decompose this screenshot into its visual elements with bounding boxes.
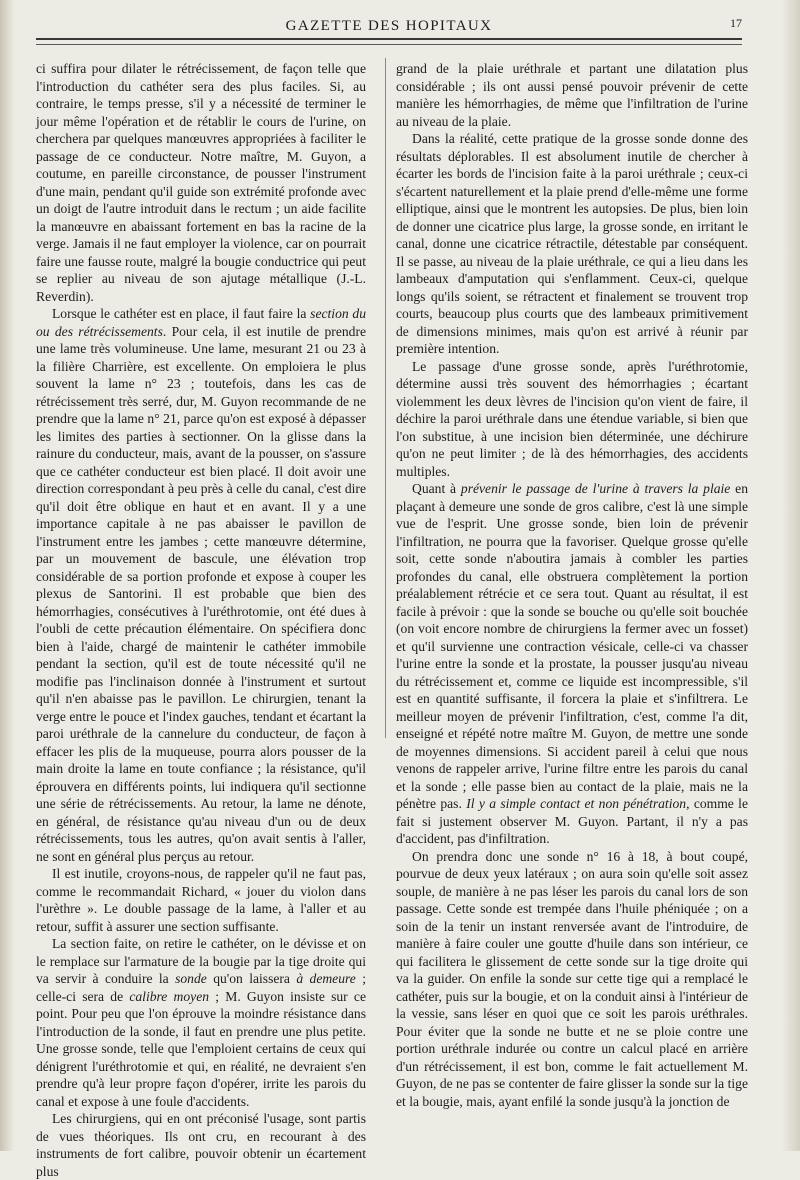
text-run: ; celle-ci sera de (36, 971, 367, 1004)
paragraph (396, 60, 748, 130)
text-run: . Pour cela, il est inutile de prendre une lame très volumineuse. Une lame, mesurant 21 ou 23 à la filière Charrière, est excellente. On emploiera le plus souvent la lame n° 23 ; toutefois, dans les cas de rétrécissement très serré, dur, M. Guyon recommande de ne prendre que la lame n° 21, parce qu'on est exposé à dépasser les limites des parties à sectionner. On la glisse dans la rainure du conducteur, mais, avant de la pousser, on s'assure que ce cathéter conducteur est bien placé. Il doit avoir une direction correspondant à peu près à celle du canal, c'est dire qu'il doit être oblique en haut et en avant. Il y a une importance capitale à ne pas abaisser le pavillon de l'instrument entre les jambes ; cette manœuvre détermine, par un mouvement de bascule, une élévation trop considérable de sa portion profonde et expose à couper les plexus de Santorini. Il est probable que bien des hémorrhagies, consécutives à l'uréthrotomie, ont été dues à l'oubli de cette précaution élémentaire. On spécifiera donc bien à l'aide, chargé de maintenir le cathéter immobile pendant la section, qu'il est de toute nécessité qu'il ne modifie pas l'inclinaison donnée à l'instrument et surtout qu'il n'en abaisse pas le pavillon. Le chirurgien, tenant la verge entre le pouce et l'index gauches, tendant et écartant la paroi uréthrale de la cannelure du conducteur, de façon à effacer les plis de la muqueuse, pourra alors pousser de la main droite la lame en toute confiance ; la résistance, qu'il éprouvera en différents points, lui indiquera qu'il sectionne une série de rétrécissements. Au retour, la lame ne dénote, en général, de résistance qu'au niveau d'un ou de deux rétrécissements, tous les autres, qu'on avait sentis à l'aller, ne sont en général plus perçus au retour. (36, 323, 367, 864)
page-header (36, 14, 742, 38)
italic-run: à demeure (296, 971, 356, 986)
page-edge-shadow-right (782, 0, 800, 1151)
text-run: Dans la réalité, cette pratique de la grosse sonde donne des résultats déplorables. Il est absolument inutile de chercher à écarter les bords de l'incision faite à la paroi uréthrale ; ceux-ci s'écartent naturellement et la plaie prend d'elle-même une forme elliptique, ainsi que le montrent les autopsies. De plus, bien loin de donner une cicatrice plus large, la grosse sonde, en irritant le canal, donne une cicatrice rétractile, détestable par conséquent. Il se passe, au niveau de la plaie uréthrale, ce qui a lieu dans les lambeaux d'amputation qui s'enflamment. Ceux-ci, quelque longs qu'ils soient, se rétractent et finalement se trouvent trop courts, beaucoup plus courts que des lambeaux primitivement de dimensions minimes, mais qu'on est arrivé à réunir par première intention. (396, 131, 748, 356)
paragraph (396, 358, 748, 481)
italic-run: prévenir le passage de l'urine à travers la plaie (460, 481, 731, 496)
header-rule-thin (36, 44, 742, 45)
text-run: en plaçant à demeure une sonde de gros calibre, c'est là une simple vue de l'esprit. Une grosse sonde, bien loin de prévenir l'infiltration, ne pourra que la favoriser. Quelque grosse qu'elle soit, cette sonde n'aboutira jamais à combler les parties profondes du canal, elle obstruera complètement la portion préalablement rétrécie et ce sera tout. Quant au résultat, il est facile à prévoir : que la sonde se bouche ou qu'elle soit bouchée (on voit encore nombre de chirurgiens la fermer avec un fosset) et qu'il survienne une contraction vésicale, celle-ci va chasser l'urine entre la sonde et la prostate, la pousser jusqu'au niveau du rétrécissement et, comme ce liquide est incompressible, s'il est en quantité suffisante, il forcera la plaie et s'infiltrera. Le meilleur moyen de prévenir l'infiltration, c'est, comme l'a dit, enseigné et répété notre maître M. Guyon, de mettre une sonde de moyennes dimensions. Si accident pareil à celui que nous venons de rappeler arrive, l'urine filtre entre les parois du canal et la sonde ; elle passe bien au contact de la plaie, mais ne la pénètre pas. (396, 481, 748, 811)
text-run: qu'on laissera (206, 971, 297, 986)
text-run: On prendra donc une sonde n° 16 à 18, à bout coupé, pourvue de deux yeux latéraux ; on aura soin qu'elle soit assez souple, de manière à ne pas léser les parois du canal lors de son passage. Cette sonde est trempée dans l'huile phéniquée ; on a soin de la tenir un instant renversée avant de l'introduire, de manière à faire couler une goutte d'huile dans son intérieur, ce qui facilitera le glissement de cette sonde sur la tige droite qui va la guider. On enfile la sonde sur cette tige qui a remplacé le cathéter, puis sur la bougie, et on la conduit ainsi à l'intérieur de la vessie, sans léser en quoi que ce soit les parois uréthrales. Pour éviter que la sonde ne butte et ne se ploie contre une portion uréthrale indurée ou contre un calcul placé en arrière d'un rétrécissement, il est bon, comme le fait actuellement M. Guyon, de ne pas se contenter de faire glisser la sonde sur la tige et la bougie, mais, ayant enfilé la sonde jusqu'à la jonction de (396, 848, 748, 1109)
right-column (396, 60, 748, 1110)
paragraph (36, 305, 366, 865)
text-run: ci suffira pour dilater le rétrécissement, de façon telle que l'introduction du cathéter sera des plus faciles. Si, au contraire, le temps presse, s'il y a nécessité de terminer le jour même l'opération et de rétablir le cours de l'urine, on cherchera par quelques manœuvres appropriées à faciliter le passage de ce conducteur. Notre maître, M. Guyon, a coutume, en pareille circonstance, de pousser l'instrument d'une main, pendant qu'il guide son extrémité profonde avec un doigt de l'autre introduit dans le rectum ; un aide facilite la manœuvre en abaissant fortement en bas la racine de la verge. Jamais il ne faut employer la violence, car on pourrait faire une fausse route, malgré la bougie conductrice qui peut se replier au niveau de son ajutage métallique (J.-L. Reverdin). (36, 61, 366, 304)
paragraph (36, 865, 366, 935)
text-run: Lorsque le cathéter est en place, il faut faire la (52, 306, 311, 321)
paragraph (36, 935, 366, 1110)
text-run: Quant à (412, 481, 461, 496)
text-run: Le passage d'une grosse sonde, après l'uréthrotomie, détermine aussi très souvent des hémorrhagies ; écartant violemment les deux lèvres de l'incision qu'on vient de faire, il déchire la paroi uréthrale dans une étendue variable, si bien que l'on substitue, à une incision bien déterminée, une déchirure qu'on ne peut limiter ; de là des hémorrhagies, des accidents multiples. (396, 358, 748, 479)
italic-run: calibre moyen (129, 988, 210, 1004)
text-run: Les chirurgiens, qui en ont préconisé l'usage, sont partis de vues théoriques. Ils ont cru, en recourant à des instruments de fort calibre, pouvoir obtenir un écartement plus (36, 1111, 366, 1179)
paragraph (36, 60, 366, 305)
running-title: GAZETTE DES HOPITAUX (285, 18, 493, 34)
paragraph (396, 130, 748, 358)
italic-run: section du ou des rétrécissements (36, 306, 366, 339)
italic-run: sonde (175, 971, 207, 986)
text-run: ; M. Guyon insiste sur ce point. Pour peu que l'on éprouve la moindre résistance dans l'introduction de la sonde, il faut en prendre une plus petite. Une grosse sonde, telle que l'emploient certains de ceux qui dénigrent l'uréthrotomie et qui, en réalité, ne devraient s'en prendre qu'à leur propre façon d'opérer, irrite les parois du canal et expose à une foule d'accidents. (36, 988, 366, 1109)
paragraph (396, 848, 748, 1111)
italic-run: Il y a simple contact et non pénétration (466, 796, 687, 811)
column-divider (385, 58, 386, 738)
header-rule-thick (36, 38, 742, 40)
text-run: La section faite, on retire le cathéter, on le dévisse et on le remplace sur l'armature de la bougie par la tige droite qui va servir à conduire la (36, 936, 366, 986)
paragraph (396, 480, 748, 848)
text-run: Il est inutile, croyons-nous, de rappeler qu'il ne faut pas, comme le recommandait Richard, « jouer du violon dans l'urèthre ». Le double passage de la lame, à l'aller et au retour, suffit à assurer une section suffisante. (36, 866, 366, 934)
page-number: 17 (730, 16, 742, 30)
text-run: , comme le fait si justement observer M. Guyon. Partant, il n'y a pas d'accident, pas d'infiltration. (396, 796, 748, 846)
page-edge-shadow-left (0, 0, 14, 1151)
left-column (36, 60, 366, 1180)
text-run: grand de la plaie uréthrale et partant une dilatation plus considérable ; ils ont aussi pensé pouvoir prévenir de cette manière les hémorrhagies, de même que l'infiltration de l'urine au niveau de la plaie. (396, 61, 748, 129)
paragraph (36, 1110, 366, 1180)
